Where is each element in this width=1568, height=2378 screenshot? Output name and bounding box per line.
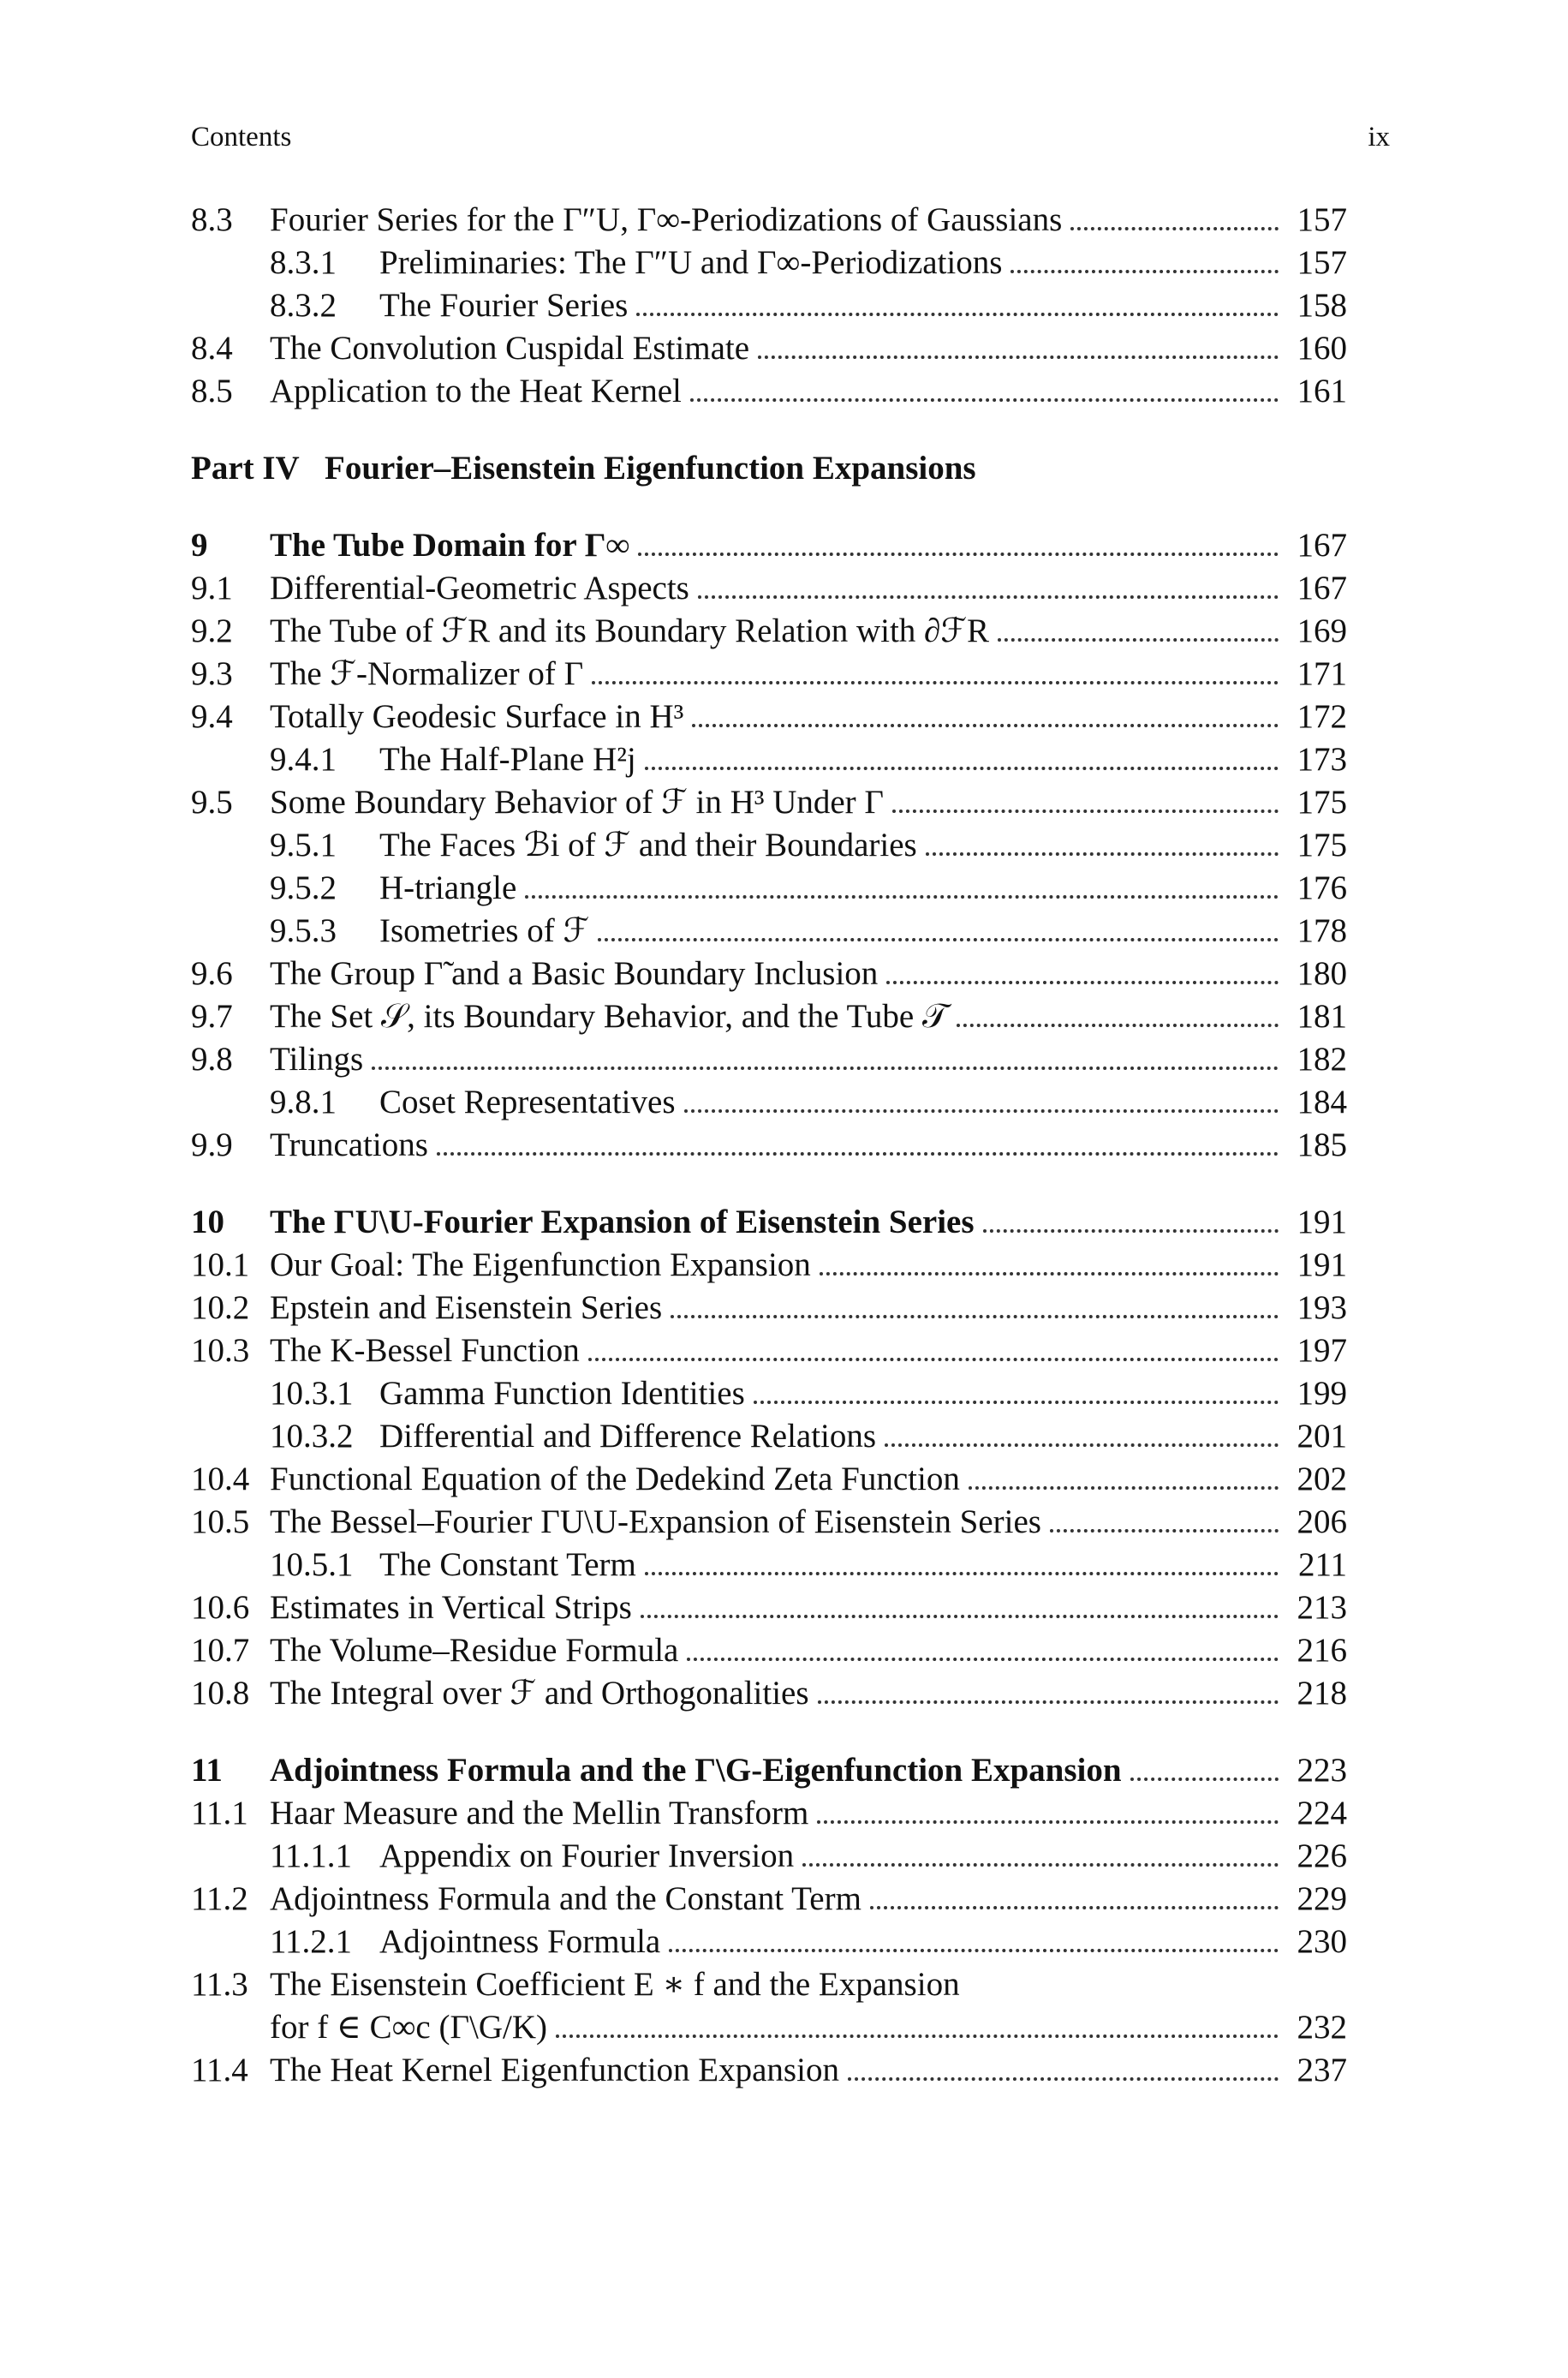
- toc-entry[interactable]: [191, 242, 1347, 284]
- toc-entry-page: 161: [1297, 373, 1347, 409]
- toc-entry-title: The ΓU\U-Fourier Expansion of Eisenstein Series: [270, 1204, 975, 1240]
- toc-entry[interactable]: [191, 1629, 1347, 1672]
- toc-entry-page: 175: [1297, 827, 1347, 863]
- toc-entry-number: 11.2: [191, 1880, 248, 1917]
- dot-leader: [957, 1024, 1279, 1027]
- dot-leader: [698, 595, 1279, 599]
- toc-entry-page: 206: [1297, 1503, 1347, 1540]
- toc-entry-page: 181: [1297, 998, 1347, 1035]
- toc-entry[interactable]: [191, 1415, 1347, 1458]
- toc-entry-title: Truncations: [270, 1126, 428, 1163]
- dot-leader: [848, 2077, 1279, 2081]
- toc-entry-title: The Set 𝒮, its Boundary Behavior, and the Tube 𝒯: [270, 998, 948, 1035]
- toc-entry[interactable]: [191, 738, 1347, 781]
- toc-entry-title: Haar Measure and the Mellin Transform: [270, 1795, 809, 1831]
- toc-entry-number: 10.6: [191, 1589, 250, 1626]
- toc-entry[interactable]: [191, 1878, 1347, 1921]
- toc-entry-number: 10.3.2: [270, 1418, 354, 1455]
- toc-entry-number: 9.4: [191, 698, 233, 735]
- toc-entry-page: 211: [1297, 1546, 1347, 1583]
- toc-entry[interactable]: [191, 1124, 1347, 1167]
- dot-leader: [684, 1109, 1279, 1113]
- toc-entry-page: 201: [1297, 1418, 1347, 1455]
- dot-leader: [641, 1615, 1279, 1618]
- dot-leader: [1011, 270, 1279, 273]
- dot-leader: [818, 1700, 1279, 1704]
- toc-entry-number: 8.3.1: [270, 244, 337, 281]
- toc-entry-page: 157: [1297, 244, 1347, 281]
- dot-leader: [1130, 1778, 1279, 1781]
- toc-entry-page: 230: [1297, 1923, 1347, 1960]
- dot-leader: [588, 1358, 1279, 1361]
- toc-entry-number: 9.5.3: [270, 912, 337, 949]
- part-label: Part IV: [191, 450, 300, 487]
- toc-chapter-entry[interactable]: [191, 1749, 1347, 1792]
- dot-leader: [998, 638, 1279, 642]
- toc-entry-number: 10.3.1: [270, 1375, 354, 1412]
- toc-entry-number: 11: [191, 1752, 223, 1789]
- toc-entry-number: 9: [191, 527, 208, 564]
- toc-entry-title: Differential-Geometric Aspects: [270, 570, 689, 606]
- toc-entry-number: 10.5: [191, 1503, 250, 1540]
- toc-entry-number: 11.1.1: [270, 1837, 353, 1874]
- toc-entry-page: 157: [1297, 201, 1347, 238]
- dot-leader: [1070, 227, 1279, 230]
- toc-entry-page: 185: [1297, 1126, 1347, 1163]
- toc-entry[interactable]: [191, 1921, 1347, 1963]
- toc-entry-title: Isometries of ℱ: [379, 912, 590, 949]
- toc-entry-title: The Group Γ̃ and a Basic Boundary Inclusion: [270, 955, 879, 992]
- toc-entry-number: 11.2.1: [270, 1923, 353, 1960]
- dot-leader: [1050, 1529, 1279, 1533]
- toc-entry[interactable]: [191, 1038, 1347, 1081]
- running-header: [191, 122, 1390, 153]
- header-section-label: Contents: [191, 122, 292, 152]
- toc-entry-number: 9.2: [191, 612, 233, 649]
- toc-entry-title: The Convolution Cuspidal Estimate: [270, 330, 750, 367]
- toc-entry-title: Totally Geodesic Surface in H³: [270, 698, 684, 735]
- toc-entry-number: 9.4.1: [270, 741, 337, 778]
- toc-entry-title: Epstein and Eisenstein Series: [270, 1289, 663, 1326]
- dot-leader: [820, 1272, 1279, 1276]
- toc-entry-title: Some Boundary Behavior of ℱ in H³ Under Γ: [270, 784, 884, 821]
- toc-entry[interactable]: [191, 199, 1347, 242]
- toc-entry-title: Preliminaries: The Γ″U and Γ∞-Periodizations: [379, 244, 1003, 281]
- toc-entry-page: 224: [1297, 1795, 1347, 1831]
- dot-leader: [926, 852, 1279, 856]
- toc-entry[interactable]: [191, 610, 1347, 653]
- toc-entry-title: H-triangle: [379, 869, 517, 906]
- toc-entry-number: 9.5: [191, 784, 233, 821]
- toc-entry-page: 158: [1297, 287, 1347, 324]
- toc-entry-title: The Tube of ℱR and its Boundary Relation with ∂ℱR: [270, 612, 989, 649]
- dot-leader: [645, 1572, 1279, 1575]
- toc-entry-title: for f ∈ C∞c (Γ\G/K): [270, 2009, 547, 2046]
- toc-entry-page: 199: [1297, 1375, 1347, 1412]
- toc-entry-title: The Bessel–Fourier ΓU\U-Expansion of Eisenstein Series: [270, 1503, 1041, 1540]
- toc-entry-number: 10.5.1: [270, 1546, 354, 1583]
- toc-entry[interactable]: [191, 1501, 1347, 1544]
- dot-leader: [638, 553, 1279, 556]
- toc-entry[interactable]: [191, 1244, 1347, 1287]
- toc-entry-number: 10.4: [191, 1461, 250, 1497]
- toc-entry[interactable]: [191, 1586, 1347, 1629]
- toc-entry-number: 11.1: [191, 1795, 248, 1831]
- toc-entry-title: Our Goal: The Eigenfunction Expansion: [270, 1246, 811, 1283]
- toc-entry-page: 213: [1297, 1589, 1347, 1626]
- toc-entry-title: Coset Representatives: [379, 1084, 676, 1120]
- toc-entry-number: 9.5.2: [270, 869, 337, 906]
- toc-entry-number: 9.8.1: [270, 1084, 337, 1120]
- dot-leader: [437, 1152, 1279, 1156]
- toc-entry-title: Estimates in Vertical Strips: [270, 1589, 632, 1626]
- toc-entry-title: The Integral over ℱ and Orthogonalities: [270, 1675, 809, 1712]
- toc-entry-page: 167: [1297, 527, 1347, 564]
- toc-entry[interactable]: [191, 2049, 1347, 2092]
- toc-entry[interactable]: [191, 1458, 1347, 1501]
- toc-entry[interactable]: [191, 1287, 1347, 1329]
- dot-leader: [556, 2034, 1279, 2038]
- toc-entry-page: 160: [1297, 330, 1347, 367]
- toc-entry-number: 9.8: [191, 1041, 233, 1078]
- toc-entry-title: Adjointness Formula and the Constant Term: [270, 1880, 862, 1917]
- dot-leader: [687, 1658, 1279, 1661]
- toc-entry[interactable]: [191, 370, 1347, 413]
- toc-entry-number: 10.3: [191, 1332, 250, 1369]
- toc-entry-title: The Fourier Series: [379, 287, 629, 324]
- toc-entry-page: 182: [1297, 1041, 1347, 1078]
- dot-leader: [372, 1067, 1279, 1070]
- toc-entry-title: The Eisenstein Coefficient E ∗ f and the Expansion: [270, 1966, 960, 2003]
- toc-entry-number: 10.2: [191, 1289, 250, 1326]
- toc-entry-number: 8.5: [191, 373, 233, 409]
- dot-leader: [754, 1401, 1279, 1404]
- toc-entry-number: 9.6: [191, 955, 233, 992]
- toc-entry-title: Functional Equation of the Dedekind Zeta Function: [270, 1461, 960, 1497]
- toc-entry[interactable]: [191, 327, 1347, 370]
- part-heading: [191, 447, 1347, 490]
- table-of-contents: [191, 199, 1347, 2092]
- dot-leader: [692, 724, 1279, 727]
- dot-leader: [870, 1906, 1279, 1909]
- toc-entry[interactable]: [191, 1963, 1347, 2006]
- toc-chapter-11: [191, 1749, 1347, 2092]
- dot-leader: [645, 767, 1279, 770]
- toc-entry-title: Gamma Function Identities: [379, 1375, 745, 1412]
- toc-entry-number: 10.7: [191, 1632, 250, 1669]
- toc-entry-page: 218: [1297, 1675, 1347, 1712]
- toc-chapter-entry[interactable]: [191, 1201, 1347, 1244]
- dot-leader: [969, 1486, 1279, 1490]
- toc-entry-page: 191: [1297, 1246, 1347, 1283]
- toc-entry-page: 172: [1297, 698, 1347, 735]
- toc-entry-number: 10.8: [191, 1675, 250, 1712]
- toc-entry-page: 197: [1297, 1332, 1347, 1369]
- toc-entry-title: Fourier Series for the Γ″U, Γ∞-Periodizations of Gaussians: [270, 201, 1063, 238]
- toc-entry[interactable]: [191, 1081, 1347, 1124]
- toc-entry-page: 202: [1297, 1461, 1347, 1497]
- toc-entry-page: 216: [1297, 1632, 1347, 1669]
- toc-entry-title: The Tube Domain for Γ∞: [270, 527, 630, 564]
- dot-leader: [592, 681, 1279, 684]
- toc-entry-page: 169: [1297, 612, 1347, 649]
- toc-entry-title: The Faces ℬi of ℱ and their Boundaries: [379, 827, 917, 863]
- toc-entry-page: 193: [1297, 1289, 1347, 1326]
- toc-chapter-10: [191, 1201, 1347, 1715]
- part-title: Fourier–Eisenstein Eigenfunction Expansions: [325, 450, 976, 487]
- toc-entry-page: 237: [1297, 2052, 1347, 2088]
- toc-entry-page: 167: [1297, 570, 1347, 606]
- toc-entry-number: 10.1: [191, 1246, 250, 1283]
- toc-entry-title: Differential and Difference Relations: [379, 1418, 877, 1455]
- toc-entry[interactable]: [191, 781, 1347, 824]
- toc-entry-number: 10: [191, 1204, 224, 1240]
- toc-entry-number: 9.1: [191, 570, 233, 606]
- toc-entry[interactable]: [191, 1544, 1347, 1586]
- toc-entry-title: The Heat Kernel Eigenfunction Expansion: [270, 2052, 839, 2088]
- toc-entry-title: The Half-Plane H²j: [379, 741, 636, 778]
- toc-block-chapter-8-continued: [191, 199, 1347, 413]
- toc-entry-title: Adjointness Formula and the Γ\G-Eigenfunction Expansion: [270, 1752, 1122, 1789]
- toc-entry-page: 223: [1297, 1752, 1347, 1789]
- toc-entry[interactable]: [191, 696, 1347, 738]
- toc-entry-page: 173: [1297, 741, 1347, 778]
- toc-entry-number: 8.4: [191, 330, 233, 367]
- dot-leader: [598, 938, 1279, 941]
- toc-entry[interactable]: [191, 953, 1347, 995]
- toc-entry-number: 8.3.2: [270, 287, 337, 324]
- toc-entry-page: 226: [1297, 1837, 1347, 1874]
- toc-chapter-9: [191, 524, 1347, 1167]
- dot-leader: [892, 810, 1279, 813]
- dot-leader: [983, 1229, 1279, 1233]
- toc-entry-title: Tilings: [270, 1041, 364, 1078]
- toc-entry[interactable]: [191, 1792, 1347, 1835]
- toc-entry-number: 9.7: [191, 998, 233, 1035]
- toc-entry-number: 11.4: [191, 2052, 248, 2088]
- toc-entry-title: The K-Bessel Function: [270, 1332, 580, 1369]
- dot-leader: [817, 1820, 1279, 1824]
- toc-entry[interactable]: [191, 2006, 1347, 2049]
- toc-entry[interactable]: [191, 1672, 1347, 1715]
- toc-entry-page: 175: [1297, 784, 1347, 821]
- dot-leader: [885, 1443, 1279, 1447]
- toc-entry-page: 178: [1297, 912, 1347, 949]
- toc-entry-number: 11.3: [191, 1966, 248, 2003]
- toc-entry-page: 191: [1297, 1204, 1347, 1240]
- toc-entry[interactable]: [191, 867, 1347, 910]
- toc-entry[interactable]: [191, 824, 1347, 867]
- dot-leader: [669, 1949, 1279, 1952]
- toc-entry[interactable]: [191, 567, 1347, 610]
- toc-entry-title: The Volume–Residue Formula: [270, 1632, 679, 1669]
- toc-entry-page: 180: [1297, 955, 1347, 992]
- toc-entry-page: 184: [1297, 1084, 1347, 1120]
- dot-leader: [802, 1863, 1279, 1867]
- toc-entry[interactable]: [191, 1329, 1347, 1372]
- toc-chapter-entry[interactable]: [191, 524, 1347, 567]
- toc-entry-number: 8.3: [191, 201, 233, 238]
- toc-entry-number: 9.3: [191, 655, 233, 692]
- dot-leader: [525, 895, 1279, 899]
- toc-entry-number: 9.5.1: [270, 827, 337, 863]
- toc-entry-title: Appendix on Fourier Inversion: [379, 1837, 795, 1874]
- toc-entry-title: The Constant Term: [379, 1546, 636, 1583]
- dot-leader: [636, 313, 1279, 316]
- page-number: ix: [1368, 122, 1390, 152]
- dot-leader: [690, 398, 1279, 402]
- toc-entry-page: 229: [1297, 1880, 1347, 1917]
- toc-entry[interactable]: [191, 284, 1347, 327]
- toc-entry[interactable]: [191, 1372, 1347, 1415]
- dot-leader: [671, 1315, 1279, 1318]
- toc-entry[interactable]: [191, 995, 1347, 1038]
- toc-entry[interactable]: [191, 653, 1347, 696]
- toc-entry[interactable]: [191, 1835, 1347, 1878]
- toc-entry-title: Adjointness Formula: [379, 1923, 661, 1960]
- toc-entry-page: 232: [1297, 2009, 1347, 2046]
- toc-entry-title: The ℱ-Normalizer of Γ: [270, 655, 584, 692]
- toc-entry-number: 9.9: [191, 1126, 233, 1163]
- toc-entry-page: 176: [1297, 869, 1347, 906]
- toc-entry-page: 171: [1297, 655, 1347, 692]
- toc-entry-title: Application to the Heat Kernel: [270, 373, 682, 409]
- dot-leader: [886, 981, 1279, 984]
- toc-entry[interactable]: [191, 910, 1347, 953]
- dot-leader: [758, 356, 1279, 359]
